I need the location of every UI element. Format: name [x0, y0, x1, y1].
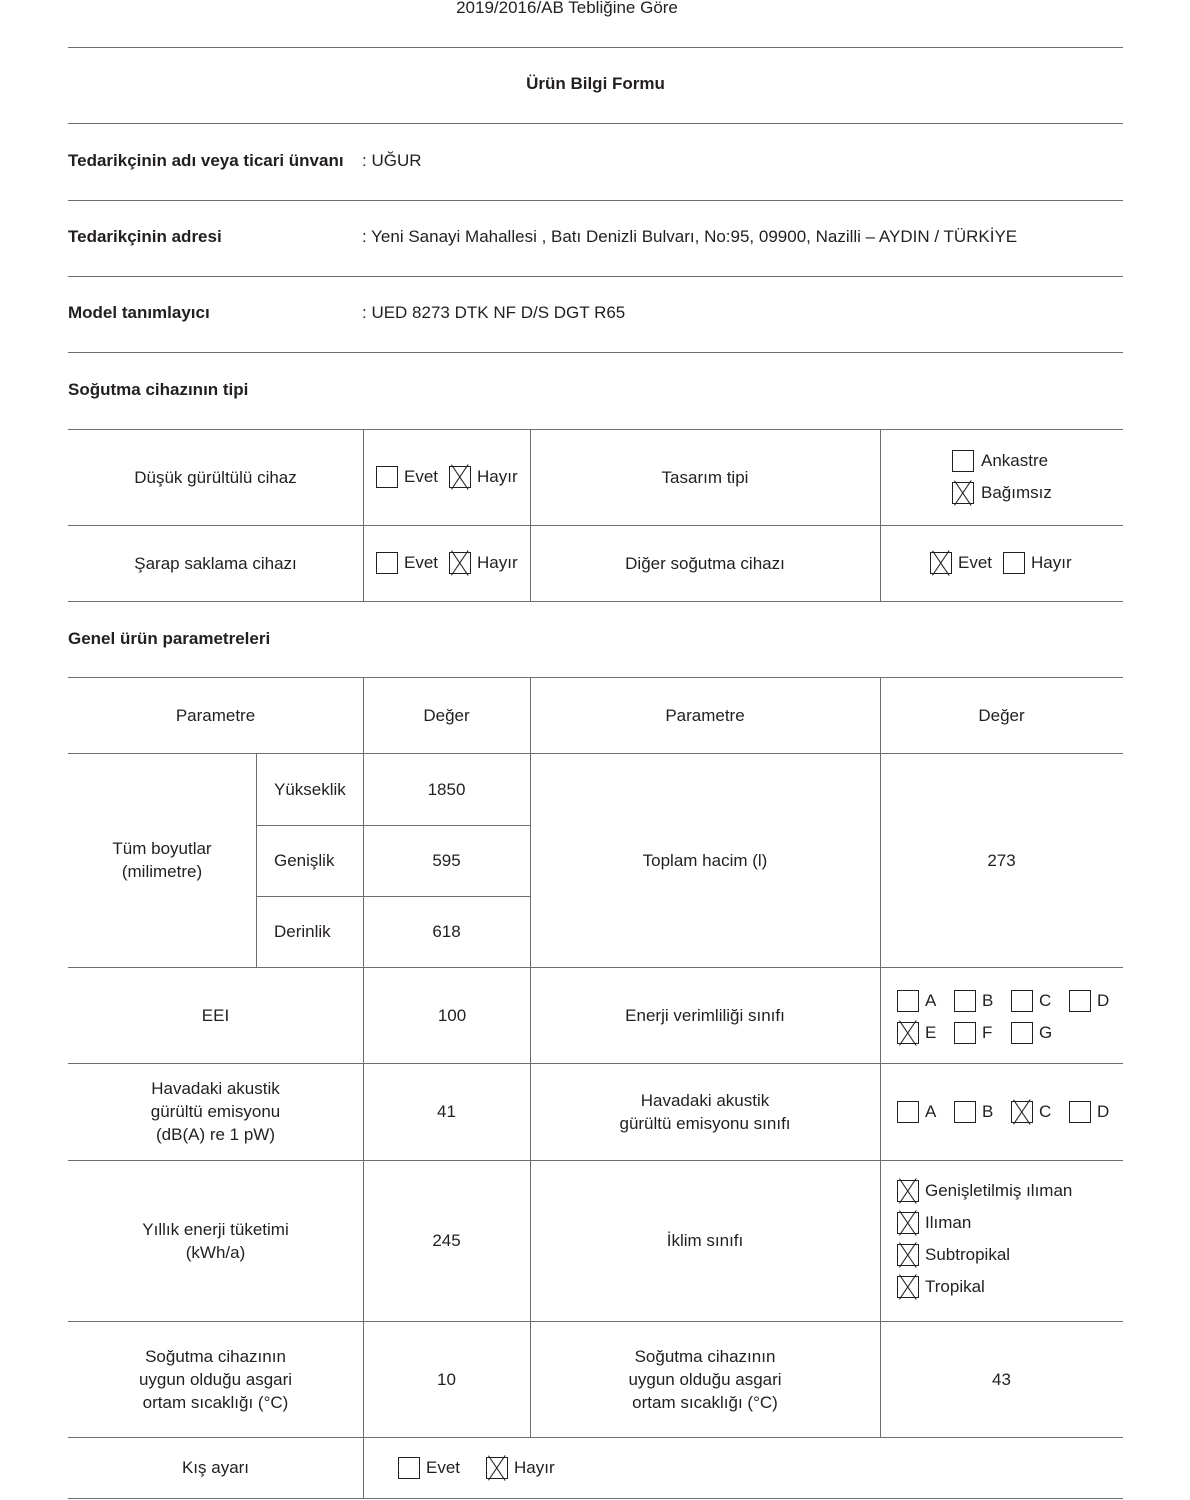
winter-yes-checkbox[interactable] — [398, 1457, 420, 1479]
climate-subtropical-label: Subtropikal — [925, 1245, 1011, 1264]
energy-class-f-label: F — [982, 1023, 993, 1042]
yes-label: Evet — [404, 467, 439, 486]
noise-emission-label: Havadaki akustik gürültü emisyonu (dB(A) re 1 pW) — [150, 1079, 281, 1144]
other-no-checkbox[interactable] — [1003, 552, 1025, 574]
energy-class-g-label: G — [1039, 1023, 1053, 1042]
min-temp-value: 10 — [437, 1369, 456, 1389]
annual-energy-value: 245 — [432, 1231, 461, 1250]
dimensions-label: Tüm boyutlar (milimetre) — [112, 839, 212, 881]
divider — [68, 352, 1123, 353]
noise-class-a-label: A — [925, 1102, 937, 1121]
energy-class-b-checkbox[interactable] — [954, 990, 976, 1012]
built-in-label: Ankastre — [981, 451, 1049, 470]
low-noise-no-checkbox[interactable] — [449, 466, 471, 488]
eei-label: EEI — [201, 1005, 230, 1025]
winter-no-checkbox[interactable] — [486, 1457, 508, 1479]
value-header: Değer — [978, 705, 1025, 725]
yes-label: Evet — [958, 553, 993, 572]
no-label: Hayır — [1031, 553, 1072, 572]
climate-extended-temperate-checkbox[interactable] — [897, 1180, 919, 1202]
wine-no-checkbox[interactable] — [449, 552, 471, 574]
params-section-heading: Genel ürün parametreleri — [68, 629, 271, 648]
energy-class-a-label: A — [925, 991, 937, 1010]
param-header: Parametre — [665, 705, 745, 725]
width-value: 595 — [432, 851, 461, 870]
divider — [68, 200, 1123, 201]
design-type-label: Tasarım tipi — [661, 467, 749, 487]
depth-label: Derinlik — [274, 922, 331, 941]
height-label: Yükseklik — [274, 779, 346, 799]
height-value: 1850 — [427, 779, 466, 799]
noise-class-d-checkbox[interactable] — [1069, 1101, 1091, 1123]
no-label: Hayır — [477, 467, 518, 486]
freestanding-label: Bağımsız — [981, 483, 1052, 502]
no-label: Hayır — [514, 1458, 555, 1477]
supplier-address-label: Tedarikçinin adresi — [68, 227, 222, 246]
supplier-address-value: : Yeni Sanayi Mahallesi , Batı Denizli Bulvarı, No:95, 09900, Nazilli – AYDIN / TÜRKİYE — [362, 227, 1018, 246]
regulation-reference: 2019/2016/AB Tebliğine Göre — [456, 0, 678, 17]
type-section-heading: Soğutma cihazının tipi — [68, 380, 249, 399]
energy-class-f-checkbox[interactable] — [954, 1022, 976, 1044]
total-volume-label: Toplam hacim (l) — [642, 850, 768, 870]
divider — [68, 47, 1123, 48]
built-in-checkbox[interactable] — [952, 450, 974, 472]
no-label: Hayır — [477, 553, 518, 572]
yes-label: Evet — [404, 553, 439, 572]
depth-value: 618 — [432, 922, 461, 941]
freestanding-checkbox[interactable] — [952, 482, 974, 504]
climate-extended-temperate-label: Genişletilmiş ılıman — [925, 1181, 1073, 1200]
model-value: : UED 8273 DTK NF D/S DGT R65 — [362, 303, 626, 322]
total-volume-value: 273 — [987, 850, 1016, 870]
noise-emission-value: 41 — [437, 1102, 456, 1121]
noise-class-c-checkbox[interactable] — [1011, 1101, 1033, 1123]
noise-class-d-label: D — [1097, 1102, 1110, 1121]
energy-class-e-checkbox[interactable] — [897, 1022, 919, 1044]
energy-class-e-label: E — [925, 1023, 937, 1042]
winter-setting-label: Kış ayarı — [181, 1458, 250, 1477]
energy-class-c-checkbox[interactable] — [1011, 990, 1033, 1012]
climate-temperate-checkbox[interactable] — [897, 1212, 919, 1234]
divider — [68, 276, 1123, 277]
min-temp-label: Soğutma cihazının uygun olduğu asgari ortam sıcaklığı (°C) — [138, 1346, 293, 1412]
other-appliance-label: Diğer soğutma cihazı — [625, 553, 785, 573]
eei-value: 100 — [437, 1005, 467, 1025]
wine-yes-checkbox[interactable] — [376, 552, 398, 574]
width-label: Genişlik — [274, 851, 335, 870]
supplier-name-label: Tedarikçinin adı veya ticari ünvanı — [68, 151, 344, 170]
param-header: Parametre — [175, 705, 256, 725]
energy-class-g-checkbox[interactable] — [1011, 1022, 1033, 1044]
noise-class-b-checkbox[interactable] — [954, 1101, 976, 1123]
max-temp-value: 43 — [992, 1369, 1011, 1389]
model-label: Model tanımlayıcı — [68, 303, 210, 322]
value-header: Değer — [423, 705, 470, 725]
noise-class-a-checkbox[interactable] — [897, 1101, 919, 1123]
energy-class-label: Enerji verimliliği sınıfı — [625, 1005, 785, 1025]
energy-class-b-label: B — [982, 991, 994, 1010]
climate-tropical-label: Tropikal — [925, 1277, 985, 1296]
supplier-name-value: : UĞUR — [362, 151, 422, 170]
energy-class-d-checkbox[interactable] — [1069, 990, 1091, 1012]
energy-class-d-label: D — [1097, 991, 1110, 1010]
energy-class-a-checkbox[interactable] — [897, 990, 919, 1012]
max-temp-label: Soğutma cihazının uygun olduğu asgari ortam sıcaklığı (°C) — [628, 1346, 782, 1412]
form-title: Ürün Bilgi Formu — [526, 74, 665, 93]
climate-tropical-checkbox[interactable] — [897, 1276, 919, 1298]
noise-class-label: Havadaki akustik gürültü emisyonu sınıfı — [619, 1090, 791, 1133]
annual-energy-label: Yıllık enerji tüketimi (kWh/a) — [142, 1219, 289, 1262]
yes-label: Evet — [426, 1458, 461, 1477]
low-noise-label: Düşük gürültülü cihaz — [134, 467, 297, 487]
low-noise-yes-checkbox[interactable] — [376, 466, 398, 488]
climate-temperate-label: Ilıman — [925, 1213, 972, 1232]
other-yes-checkbox[interactable] — [930, 552, 952, 574]
noise-class-c-label: C — [1039, 1102, 1052, 1121]
divider — [68, 123, 1123, 124]
energy-class-c-label: C — [1039, 991, 1052, 1010]
wine-storage-label: Şarap saklama cihazı — [134, 553, 297, 573]
climate-class-label: İklim sınıfı — [666, 1231, 744, 1250]
noise-class-b-label: B — [982, 1102, 994, 1121]
climate-subtropical-checkbox[interactable] — [897, 1244, 919, 1266]
